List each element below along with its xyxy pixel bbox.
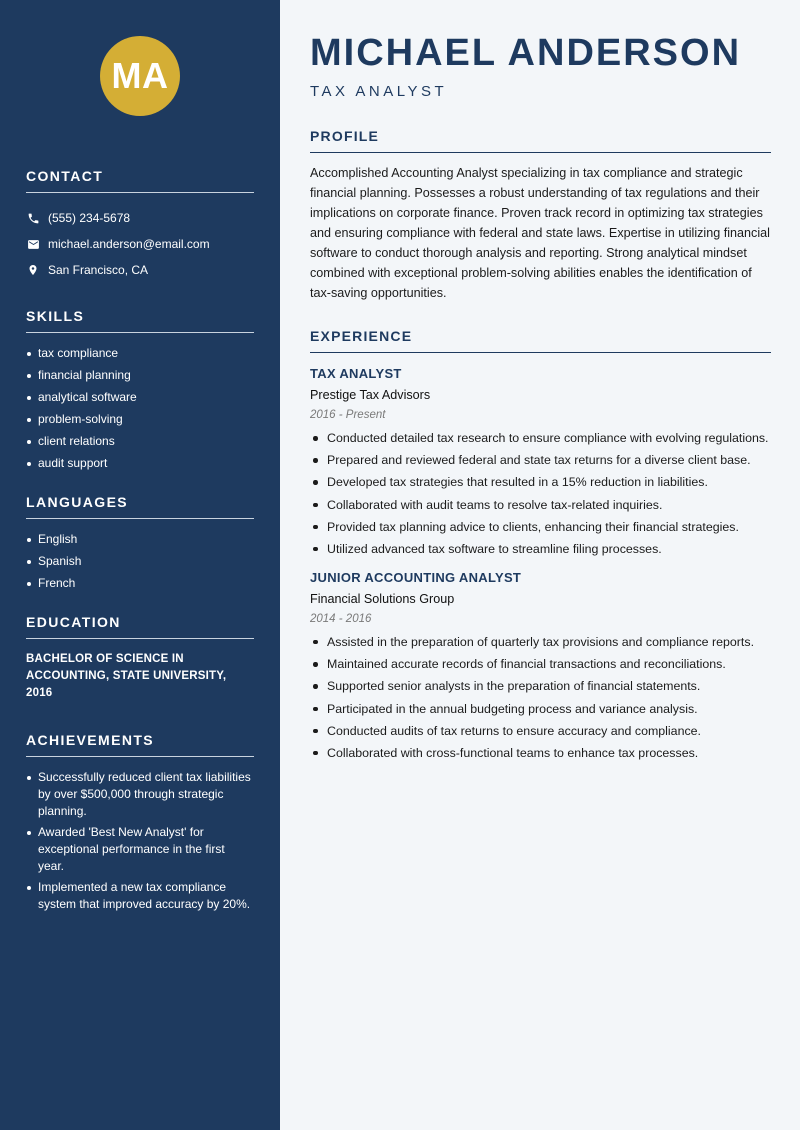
email-icon bbox=[26, 237, 40, 251]
email-text: michael.anderson@email.com bbox=[48, 237, 210, 251]
job-dates: 2016 - Present bbox=[310, 409, 386, 421]
job-entry bbox=[310, 570, 771, 762]
skill-item: financial planning bbox=[26, 367, 254, 384]
language-item: Spanish bbox=[26, 553, 254, 570]
experience-heading: EXPERIENCE bbox=[310, 328, 771, 353]
profile-section bbox=[310, 128, 771, 303]
job-bullets bbox=[310, 429, 771, 558]
job-bullet: Collaborated with cross-functional teams to enhance tax processes. bbox=[310, 744, 771, 762]
education-degree: BACHELOR OF SCIENCE IN ACCOUNTING, STATE UNIVERSITY, 2016 bbox=[26, 653, 227, 699]
experience-section bbox=[310, 328, 771, 766]
skill-item: audit support bbox=[26, 455, 254, 472]
job-bullet: Supported senior analysts in the preparation of financial statements. bbox=[310, 677, 771, 695]
education-heading: EDUCATION bbox=[26, 614, 254, 639]
languages-heading: LANGUAGES bbox=[26, 494, 254, 519]
location-text: San Francisco, CA bbox=[48, 263, 149, 277]
job-bullet: Conducted audits of tax returns to ensure accuracy and compliance. bbox=[310, 722, 771, 740]
education-section bbox=[26, 614, 254, 702]
contact-location bbox=[26, 257, 254, 283]
phone-text: (555) 234-5678 bbox=[48, 211, 131, 225]
achievements-list bbox=[26, 769, 254, 913]
achievement-item: Implemented a new tax compliance system that improved accuracy by 20%. bbox=[26, 879, 254, 913]
job-dates: 2014 - 2016 bbox=[310, 612, 372, 625]
job-bullet: Prepared and reviewed federal and state tax returns for a diverse client base. bbox=[310, 451, 771, 469]
job-role: JUNIOR ACCOUNTING ANALYST bbox=[310, 569, 522, 585]
job-bullet: Participated in the annual budgeting process and variance analysis. bbox=[310, 700, 771, 718]
skills-heading: SKILLS bbox=[26, 308, 254, 333]
skills-section bbox=[26, 308, 254, 472]
languages-section bbox=[26, 494, 254, 592]
contact-section bbox=[26, 168, 254, 283]
job-bullet: Provided tax planning advice to clients, enhancing their financial strategies. bbox=[310, 518, 771, 536]
sidebar bbox=[0, 0, 280, 1130]
profile-heading: PROFILE bbox=[310, 128, 771, 153]
job-bullet: Developed tax strategies that resulted in a 15% reduction in liabilities. bbox=[310, 473, 771, 491]
profile-text: Accomplished Accounting Analyst specializing in tax compliance and strategic financial planning. Possesses a robust understanding of tax regulations and their implications on corporate finance. Proven track record in optimizing tax strategies and ensuring compliance with federal and state laws. Expertise in utilizing financial software to conduct thorough analysis and reporting. Strong analytical mindset combined with exceptional problem-solving abilities enables the identification of tax-saving opportunities. bbox=[310, 166, 770, 300]
achievements-heading: ACHIEVEMENTS bbox=[26, 732, 254, 757]
candidate-name: MICHAEL ANDERSON bbox=[310, 32, 742, 74]
job-bullet: Utilized advanced tax software to streamline filing processes. bbox=[310, 540, 771, 558]
skill-item: tax compliance bbox=[26, 345, 254, 362]
achievement-item: Successfully reduced client tax liabilities by over $500,000 through strategic planning. bbox=[26, 769, 254, 820]
job-bullet: Conducted detailed tax research to ensure compliance with evolving regulations. bbox=[310, 429, 771, 447]
language-item: French bbox=[26, 575, 254, 592]
skill-item: problem-solving bbox=[26, 411, 254, 428]
achievement-item: Awarded 'Best New Analyst' for exceptional performance in the first year. bbox=[26, 824, 254, 875]
contact-heading: CONTACT bbox=[26, 168, 254, 193]
job-role: TAX ANALYST bbox=[310, 366, 402, 381]
job-entry bbox=[310, 366, 771, 558]
phone-icon bbox=[26, 211, 40, 225]
candidate-title: TAX ANALYST bbox=[310, 83, 448, 100]
language-item: English bbox=[26, 531, 254, 548]
job-bullet: Collaborated with audit teams to resolve tax-related inquiries. bbox=[310, 496, 771, 514]
job-company: Prestige Tax Advisors bbox=[310, 388, 431, 402]
job-bullet: Maintained accurate records of financial transactions and reconciliations. bbox=[310, 655, 771, 673]
contact-phone bbox=[26, 205, 254, 231]
skill-item: analytical software bbox=[26, 389, 254, 406]
skill-item: client relations bbox=[26, 433, 254, 450]
job-bullet: Assisted in the preparation of quarterly tax provisions and compliance reports. bbox=[310, 633, 771, 651]
contact-email bbox=[26, 231, 254, 257]
avatar: MA bbox=[100, 36, 180, 116]
job-bullets bbox=[310, 633, 771, 762]
job-company: Financial Solutions Group bbox=[310, 591, 455, 606]
skills-list bbox=[26, 345, 254, 472]
location-pin-icon bbox=[26, 263, 40, 277]
languages-list bbox=[26, 531, 254, 592]
achievements-section bbox=[26, 732, 254, 913]
